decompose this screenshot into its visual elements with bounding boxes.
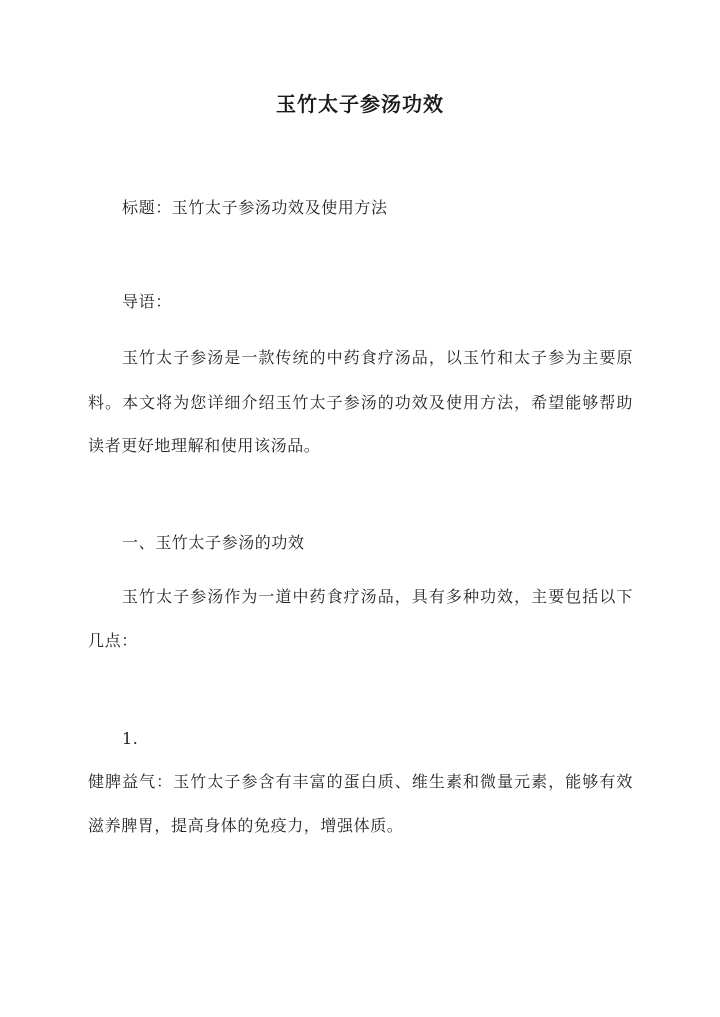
item1-text-line-1: 健脾益气：玉竹太子参含有丰富的蛋白质、维生素和微量元素，能够有效 xyxy=(88,772,633,791)
item1-number: 1. xyxy=(122,729,139,748)
intro-heading: 导语： xyxy=(122,292,172,311)
document-title: 玉竹太子参汤功效 xyxy=(276,92,444,116)
section1-paragraph-line-1: 玉竹太子参汤作为一道中药食疗汤品，具有多种功效，主要包括以下 xyxy=(122,587,633,606)
section1-heading: 一、玉竹太子参汤的功效 xyxy=(122,533,305,552)
intro-paragraph-line-2: 料。本文将为您详细介绍玉竹太子参汤的功效及使用方法，希望能够帮助 xyxy=(88,393,633,412)
section1-paragraph-line-2: 几点： xyxy=(88,631,138,650)
intro-paragraph-line-3: 读者更好地理解和使用该汤品。 xyxy=(88,436,321,455)
subtitle-line: 标题：玉竹太子参汤功效及使用方法 xyxy=(122,198,388,217)
item1-text-line-2: 滋养脾胃，提高身体的免疫力，增强体质。 xyxy=(88,816,404,835)
intro-paragraph-line-1: 玉竹太子参汤是一款传统的中药食疗汤品，以玉竹和太子参为主要原 xyxy=(122,348,633,367)
